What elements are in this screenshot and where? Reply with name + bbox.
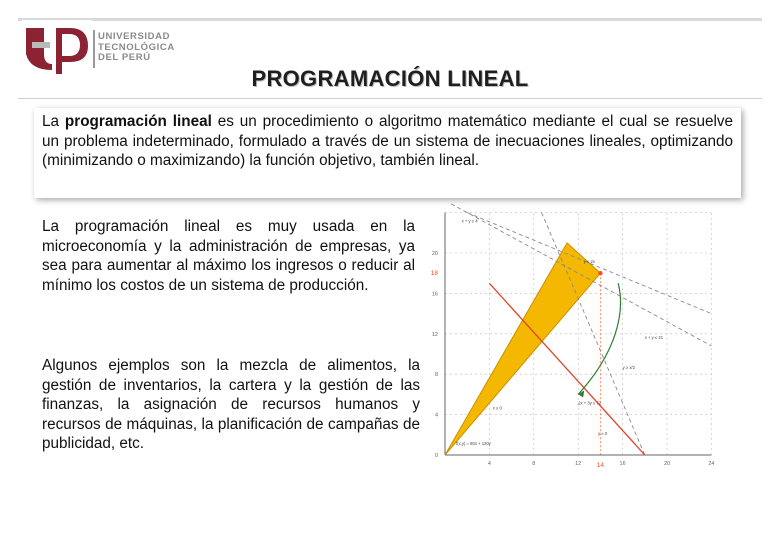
page-title: PROGRAMACIÓN LINEAL bbox=[251, 66, 529, 91]
highlight-x-label: 14 bbox=[596, 462, 605, 469]
constraint-line bbox=[542, 213, 645, 455]
constraint-annotation: y ≤ 2x bbox=[583, 259, 595, 265]
feasible-region bbox=[445, 243, 600, 455]
title-divider bbox=[18, 98, 762, 99]
x-tick-label: 4 bbox=[487, 461, 491, 467]
origin-label: 0 bbox=[434, 453, 438, 459]
intro-bold-term: programación lineal bbox=[64, 113, 212, 130]
y-tick-label: 4 bbox=[434, 412, 438, 419]
constraint-annotation: x + y ≤ 21 bbox=[644, 334, 664, 340]
y-tick-label: 8 bbox=[434, 372, 438, 379]
logo-line-3: DEL PERÚ bbox=[98, 52, 151, 63]
y-tick-label: 20 bbox=[431, 251, 438, 257]
paragraph-uses: La programación lineal es muy usada en la microeconomía y la administración de empresas, ya sea para aumentar al máximo los ingresos o reducir al mínimo los costos de un sistema de producción. bbox=[42, 218, 415, 294]
x-tick-label: 16 bbox=[619, 461, 626, 467]
constraint-annotation: 2x + 3y ≤ 72 bbox=[578, 400, 602, 406]
constraint-annotation: y ≥ 0 bbox=[598, 430, 608, 436]
x-tick-label: 12 bbox=[575, 461, 582, 467]
y-tick-label: 12 bbox=[431, 331, 438, 338]
intro-rest: es un procedimiento o algoritmo matemático mediante el cual se resuelve un problema indeterminado, formulado a través de un sistema de inecuaciones lineales, optimizando (minimizando o maximizando) la función objetivo, también lineal. bbox=[42, 113, 734, 169]
paragraph-examples: Algunos ejemplos son la mezcla de alimentos, la gestión de inventarios, la cartera y la gestión de las finanzas, la asignación de recursos humanos y recursos de máquinas, la planificación de campañas de publicidad, etc. bbox=[42, 357, 420, 452]
chart-container bbox=[428, 203, 740, 475]
constraint-annotation: f(x,y) = 80x + 120y bbox=[456, 440, 491, 446]
y-tick-label: 16 bbox=[431, 291, 438, 298]
constraint-annotation: y ≥ x/2 bbox=[622, 365, 635, 371]
linear-programming-chart bbox=[428, 203, 740, 475]
x-tick-label: 24 bbox=[708, 461, 715, 467]
constraint-annotation: x + y ≥ 4 bbox=[461, 218, 478, 224]
x-tick-label: 20 bbox=[663, 461, 671, 467]
intro-text bbox=[34, 108, 741, 171]
optimization-arrow-curve bbox=[578, 283, 620, 394]
highlight-y-label: 18 bbox=[430, 270, 438, 278]
constraint-annotation: x ≥ 0 bbox=[492, 405, 502, 411]
intro-box bbox=[34, 108, 741, 198]
intro-lead: La bbox=[42, 113, 65, 130]
logo-line-1: UNIVERSIDAD bbox=[98, 31, 171, 42]
x-tick-label: 8 bbox=[532, 461, 536, 467]
logo-line-2: TECNOLÓGICA bbox=[98, 41, 175, 53]
logo-wordmark bbox=[98, 32, 175, 64]
